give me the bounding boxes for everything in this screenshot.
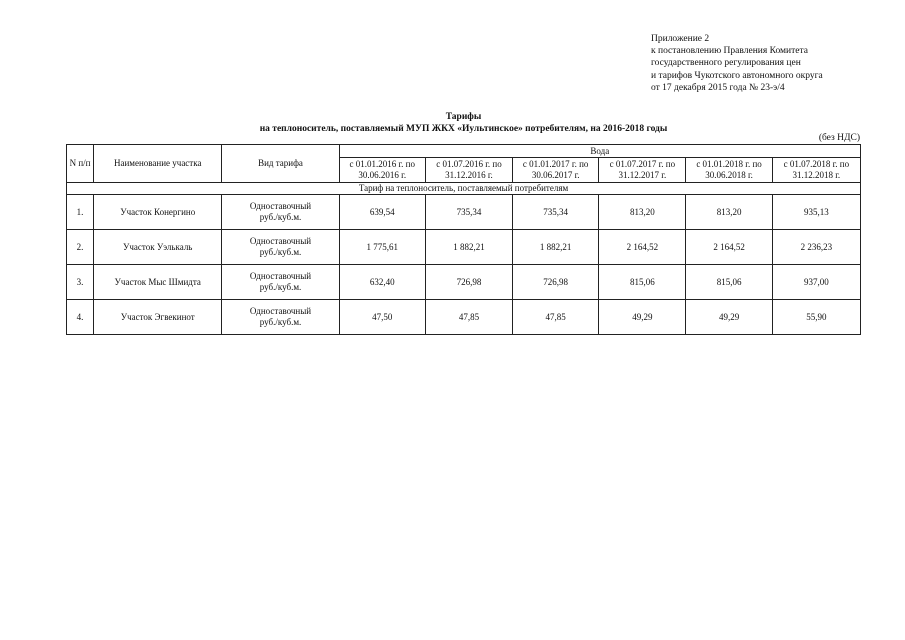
row-num: 3.	[67, 265, 94, 300]
period-from: с 01.01.2016 г. по	[349, 159, 415, 169]
row-name: Участок Мыс Шмидта	[94, 265, 222, 300]
row-value: 726,98	[513, 265, 599, 300]
row-value: 2 236,23	[772, 230, 860, 265]
header-num: N п/п	[67, 145, 94, 183]
period-to: 30.06.2016 г.	[358, 170, 407, 180]
appendix-line: и тарифов Чукотского автономного округа	[651, 70, 823, 81]
header-tariff-type: Вид тарифа	[222, 145, 339, 183]
row-value: 1 775,61	[339, 230, 425, 265]
tariff-type-line: Одноставочный	[249, 201, 312, 211]
period-from: с 01.07.2017 г. по	[609, 159, 676, 169]
header-group-water: Вода	[339, 145, 860, 158]
row-value: 639,54	[339, 195, 425, 230]
row-value: 735,34	[513, 195, 599, 230]
row-value: 47,85	[513, 300, 599, 335]
row-value: 47,50	[339, 300, 425, 335]
section-title: Тариф на теплоноситель, поставляемый потребителям	[67, 183, 861, 195]
title-line-2: на теплоноситель, поставляемый МУП ЖКХ «Иультинское» потребителям, на 2016-2018 годы	[259, 124, 668, 134]
period-to: 30.06.2017 г.	[531, 170, 580, 180]
header-period	[686, 158, 772, 183]
row-value: 632,40	[339, 265, 425, 300]
period-to: 30.06.2018 г.	[705, 170, 753, 180]
row-name: Участок Эгвекинот	[94, 300, 222, 335]
row-tariff-type	[222, 300, 339, 335]
tariff-unit-line: руб./куб.м.	[259, 282, 302, 292]
period-from: с 01.07.2018 г. по	[783, 159, 850, 169]
header-period	[599, 158, 686, 183]
row-value: 1 882,21	[425, 230, 512, 265]
tariff-unit-line: руб./куб.м.	[259, 212, 302, 222]
period-from: с 01.01.2017 г. по	[522, 159, 589, 169]
row-tariff-type	[222, 195, 339, 230]
row-value: 47,85	[425, 300, 512, 335]
header-period	[772, 158, 860, 183]
row-value: 726,98	[425, 265, 512, 300]
table-row	[67, 300, 861, 335]
header-row-1	[67, 145, 861, 158]
table-row	[67, 195, 861, 230]
header-period	[425, 158, 512, 183]
row-value: 935,13	[772, 195, 860, 230]
row-value: 813,20	[686, 195, 772, 230]
row-num: 4.	[67, 300, 94, 335]
table-row	[67, 230, 861, 265]
row-value: 2 164,52	[599, 230, 686, 265]
period-from: с 01.07.2016 г. по	[436, 159, 502, 169]
row-value: 815,06	[599, 265, 686, 300]
vat-note: (без НДС)	[818, 133, 860, 143]
row-value: 815,06	[686, 265, 772, 300]
appendix-line: государственного регулирования цен	[651, 58, 801, 69]
appendix-line: к постановлению Правления Комитета	[651, 46, 808, 57]
row-value: 2 164,52	[686, 230, 772, 265]
appendix-block	[651, 33, 823, 94]
tariff-type-line: Одноставочный	[249, 236, 312, 246]
period-to: 31.12.2018 г.	[792, 170, 841, 180]
period-to: 31.12.2017 г.	[618, 170, 667, 180]
section-row	[67, 183, 861, 195]
period-from: с 01.01.2018 г. по	[696, 159, 762, 169]
header-name: Наименование участка	[94, 145, 222, 183]
row-value: 49,29	[686, 300, 772, 335]
row-name: Участок Конергино	[94, 195, 222, 230]
tariff-type-line: Одноставочный	[249, 306, 312, 316]
tariff-unit-line: руб./куб.м.	[259, 317, 302, 327]
row-value: 1 882,21	[513, 230, 599, 265]
document-title	[66, 111, 861, 135]
appendix-line: Приложение 2	[651, 34, 710, 44]
row-value: 49,29	[599, 300, 686, 335]
row-num: 2.	[67, 230, 94, 265]
row-value: 937,00	[772, 265, 860, 300]
row-value: 55,90	[772, 300, 860, 335]
tariff-table	[66, 144, 861, 335]
title-line-1: Тарифы	[445, 112, 482, 122]
row-tariff-type	[222, 265, 339, 300]
row-name: Участок Уэлькаль	[94, 230, 222, 265]
appendix-line: от 17 декабря 2015 года № 23-э/4	[651, 82, 785, 93]
header-period	[339, 158, 425, 183]
tariff-type-line: Одноставочный	[249, 271, 312, 281]
row-num: 1.	[67, 195, 94, 230]
table-row	[67, 265, 861, 300]
header-period	[513, 158, 599, 183]
row-value: 813,20	[599, 195, 686, 230]
tariff-unit-line: руб./куб.м.	[259, 247, 302, 257]
row-value: 735,34	[425, 195, 512, 230]
row-tariff-type	[222, 230, 339, 265]
period-to: 31.12.2016 г.	[445, 170, 493, 180]
